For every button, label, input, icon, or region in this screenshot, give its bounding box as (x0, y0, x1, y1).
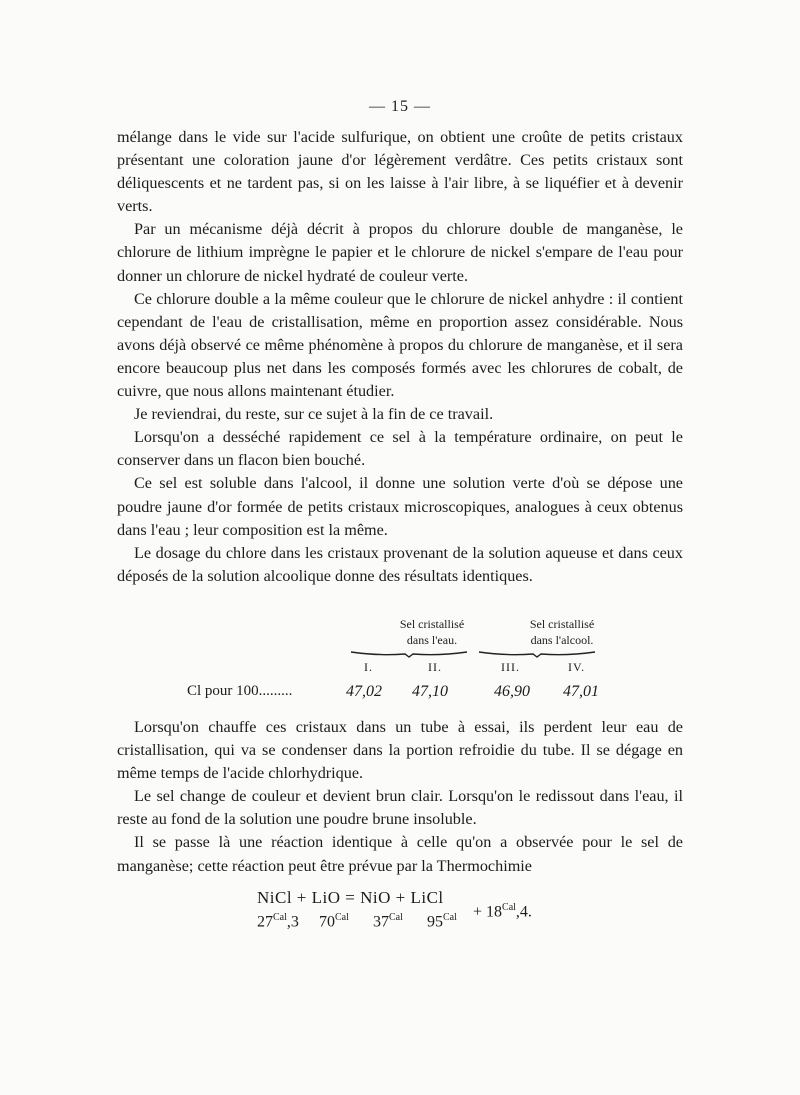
brace-water (349, 650, 469, 658)
paragraph: Je reviendrai, du reste, sur ce sujet à la fin de ce travail. (134, 405, 494, 424)
value-2: 47,10 (412, 683, 448, 700)
column-label-1: I. (364, 660, 373, 674)
row-label: Cl pour 100......... (187, 683, 293, 699)
brace-alcohol (477, 650, 597, 658)
value-1: 47,02 (346, 683, 382, 700)
heat-value-2: $70^{Cal}$ (319, 912, 349, 931)
page-number: — 15 — (369, 98, 431, 115)
heat-result: + $18^{Cal},4$. (473, 902, 532, 921)
reaction-equation: NiCl + LiO = NiO + LiCl (257, 888, 444, 907)
heat-value-1: $27^{Cal},3$ (257, 912, 299, 931)
heat-value-3: $37^{Cal}$ (373, 912, 403, 931)
paragraph: Ce chlorure double a la même couleur que le chlorure de nickel anhydre : il contient cependant de l'eau de cristallisation, même en proportion assez considérable. Nous avons déjà observé ce même phénomène à propos du chlorure de manganèse, et il sera encore beaucoup plus net dans les composés formés avec les chlorures de cobalt, de cuivre, que nous allons maintenant étudier. (117, 289, 683, 401)
paragraph: Le dosage du chlore dans les cristaux provenant de la solution aqueuse et dans ceux déposés de la solution alcoolique donne des résultats identiques. (117, 543, 683, 585)
heat-value-4: $95^{Cal}$ (427, 912, 457, 931)
column-label-3: III. (501, 660, 520, 674)
paragraph: Lorsqu'on chauffe ces cristaux dans un tube à essai, ils perdent leur eau de cristallisation, qui va se condenser dans la portion refroidie du tube. Il se dégage en même temps de l'acide chlorhydrique. (117, 718, 683, 783)
thermochemistry-formula (257, 888, 617, 938)
value-4: 47,01 (563, 683, 599, 700)
paragraph: Par un mécanisme déjà décrit à propos du chlorure double de manganèse, le chlorure de lithium imprègne le papier et le chlorure de nickel s'empare de l'eau pour donner un chlorure de nickel hydraté de couleur verte. (117, 220, 683, 285)
value-3: 46,90 (494, 683, 530, 700)
column-label-4: IV. (568, 660, 586, 674)
chlorine-results-table (117, 616, 683, 706)
column-label-2: II. (428, 660, 442, 674)
group-header-alcohol: Sel cristallisé dans l'alcool. (529, 617, 595, 647)
paragraph: Lorsqu'on a desséché rapidement ce sel à la température ordinaire, on peut le conserver dans un flacon bien bouché. (117, 428, 683, 470)
paragraph: Il se passe là une réaction identique à celle qu'on a observée pour le sel de manganèse; cette réaction peut être prévue par la Thermochimie (117, 833, 683, 875)
paragraph: mélange dans le vide sur l'acide sulfurique, on obtient une croûte de petits cristaux présentant une coloration jaune d'or légèrement verdâtre. Ces petits cristaux sont déliquescents et ne tardent pas, si on les laisse à l'air libre, à se liquéfier et à devenir verts. (117, 128, 683, 216)
group-header-water: Sel cristallisé dans l'eau. (399, 617, 465, 647)
text-block-bottom (117, 716, 683, 878)
text-block-top (117, 126, 683, 588)
paragraph: Le sel change de couleur et devient brun clair. Lorsqu'on le redissout dans l'eau, il reste au fond de la solution une poudre brune insoluble. (117, 787, 683, 829)
paragraph: Ce sel est soluble dans l'alcool, il donne une solution verte d'où se dépose une poudre jaune d'or formée de petits cristaux microscopiques, analogues à ceux obtenus dans l'eau ; leur composition est la même. (117, 474, 683, 539)
